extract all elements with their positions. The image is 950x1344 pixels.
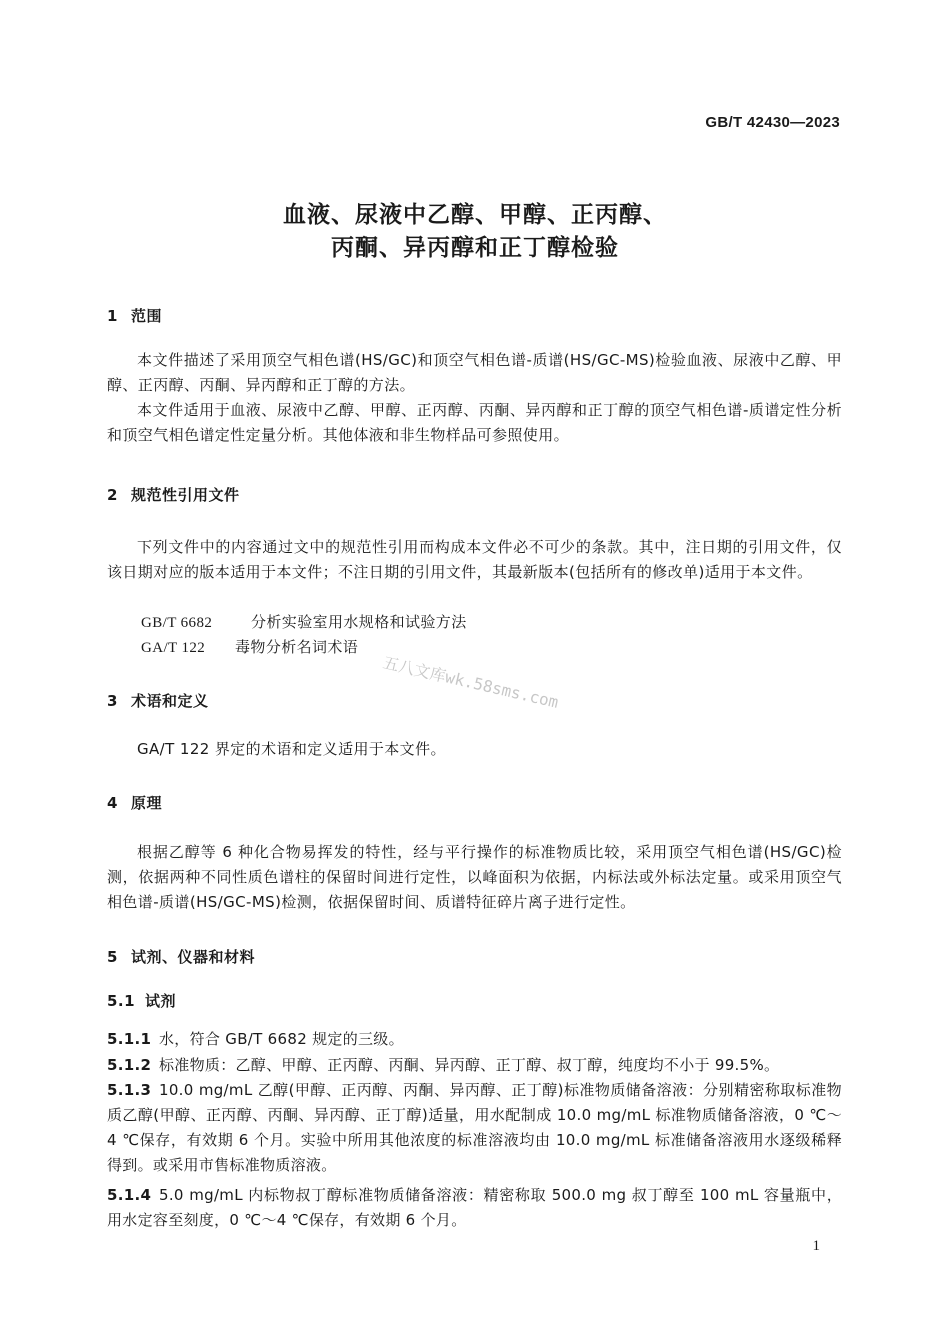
reagent-item — [107, 1053, 842, 1078]
item-text: 标准物质：乙醇、甲醇、正丙醇、丙酮、异丙醇、正丁醇、叔丁醇，纯度均不小于 99.5%。 — [159, 1056, 780, 1074]
document-title-line-1: 血液、尿液中乙醇、甲醇、正丙醇、 — [283, 202, 667, 228]
reagent-item — [107, 1183, 842, 1233]
page-number: 1 — [812, 1238, 820, 1254]
normative-reference — [141, 611, 467, 632]
item-number: 5.1.3 — [107, 1081, 152, 1099]
section-1-paragraph-1: 本文件描述了采用顶空气相色谱(HS/GC)和顶空气相色谱-质谱(HS/GC-MS)检验血液、尿液中乙醇、甲醇、正丙醇、丙酮、异丙醇和正丁醇的方法。 — [107, 351, 842, 394]
normative-reference — [141, 636, 358, 657]
document-title-line-2: 丙酮、异丙醇和正丁醇检验 — [331, 235, 619, 261]
reference-code: GA/T 122 — [141, 640, 206, 656]
item-text: 10.0 mg/mL 乙醇(甲醇、正丙醇、丙酮、异丙醇、正丁醇)标准物质储备溶液：分别精密称取标准物质乙醇(甲醇、正丙醇、丙酮、异丙醇、正丁醇)适量，用水配制成 10.0 mg/mL 标准物质储备溶液，0 ℃～4 ℃保存，有效期 6 个月。实验中所用其他浓度的标准溶液均由 10.0 mg/mL 标准储备溶液用水逐级稀释得到。或采用市售标准物质溶液。 — [107, 1081, 842, 1174]
section-title: 试剂、仪器和材料 — [131, 948, 256, 966]
item-text: 水，符合 GB/T 6682 规定的三级。 — [159, 1030, 404, 1048]
subsection-number: 5.1 — [107, 992, 136, 1010]
section-number: 3 — [107, 692, 118, 710]
reagent-item — [107, 1027, 842, 1052]
section-2-heading — [107, 484, 240, 505]
section-title: 原理 — [131, 794, 163, 812]
reference-title: 分析实验室用水规格和试验方法 — [251, 613, 467, 631]
reagent-item — [107, 1078, 842, 1178]
item-number: 5.1.2 — [107, 1056, 152, 1074]
section-1-paragraph-2: 本文件适用于血液、尿液中乙醇、甲醇、正丙醇、丙酮、异丙醇和正丁醇的顶空气相色谱-质谱定性分析和顶空气相色谱定性定量分析。其他体液和非生物样品可参照使用。 — [107, 401, 842, 444]
section-title: 规范性引用文件 — [131, 486, 240, 504]
watermark-text: 五八文库wk.58sms.com — [381, 652, 561, 712]
section-title: 术语和定义 — [131, 692, 209, 710]
section-1-heading — [107, 305, 162, 326]
subsection-5-1-heading — [107, 990, 176, 1011]
item-number: 5.1.4 — [107, 1186, 152, 1204]
item-text: 5.0 mg/mL 内标物叔丁醇标准物质储备溶液：精密称取 500.0 mg 叔丁醇至 100 mL 容量瓶中，用水定容至刻度，0 ℃～4 ℃保存，有效期 6 个月。 — [107, 1186, 842, 1229]
section-4-heading — [107, 792, 162, 813]
section-number: 1 — [107, 307, 118, 325]
reference-code: GB/T 6682 — [141, 615, 213, 631]
section-2-paragraph-1: 下列文件中的内容通过文中的规范性引用而构成本文件必不可少的条款。其中，注日期的引用文件，仅该日期对应的版本适用于本文件；不注日期的引用文件，其最新版本(包括所有的修改单)适用于本文件。 — [107, 538, 842, 581]
section-number: 2 — [107, 486, 118, 504]
section-5-heading — [107, 946, 255, 967]
section-3-heading — [107, 690, 209, 711]
section-title: 范围 — [131, 307, 163, 325]
subsection-title: 试剂 — [145, 992, 177, 1010]
section-number: 5 — [107, 948, 118, 966]
reference-title: 毒物分析名词术语 — [235, 638, 359, 656]
section-3-paragraph-1: GA/T 122 界定的术语和定义适用于本文件。 — [137, 740, 446, 758]
standard-code: GB/T 42430—2023 — [705, 114, 840, 131]
item-number: 5.1.1 — [107, 1030, 152, 1048]
section-4-paragraph-1: 根据乙醇等 6 种化合物易挥发的特性，经与平行操作的标准物质比较，采用顶空气相色谱(HS/GC)检测，依据两种不同性质色谱柱的保留时间进行定性，以峰面积为依据，内标法或外标法定量。或采用顶空气相色谱-质谱(HS/GC-MS)检测，依据保留时间、质谱特征碎片离子进行定性。 — [107, 843, 842, 911]
section-number: 4 — [107, 794, 118, 812]
